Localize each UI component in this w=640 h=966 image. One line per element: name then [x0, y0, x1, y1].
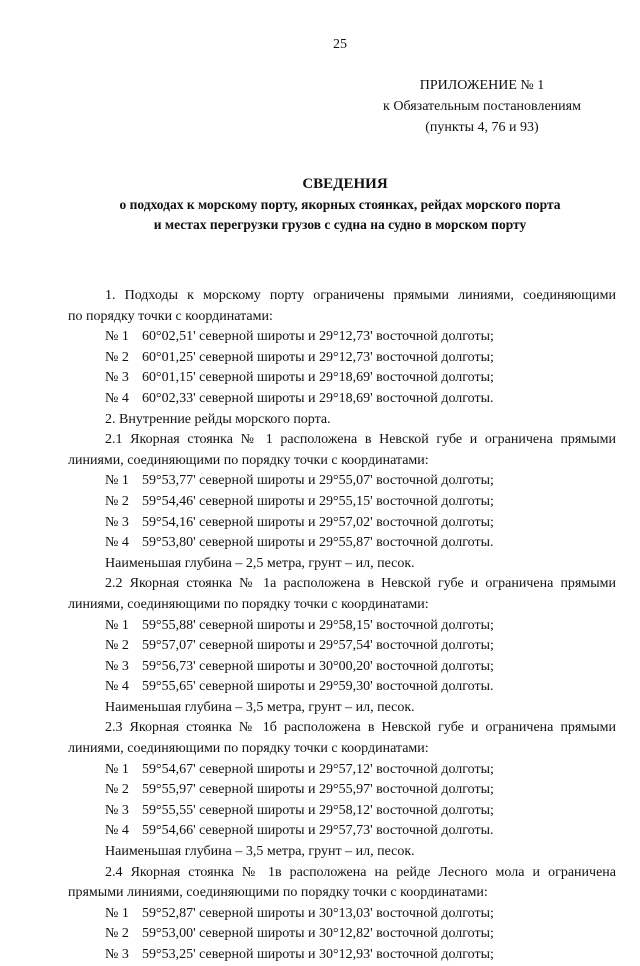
subtitle-line: о подходах к морскому порту, якорных стоянках, рейдах морского порта: [119, 197, 561, 212]
point-number: № 1: [105, 761, 129, 777]
coordinate-point: [68, 616, 616, 637]
appendix-title: ПРИЛОЖЕНИЕ № 1: [419, 78, 545, 93]
point-number: № 3: [105, 370, 129, 386]
appendix-reference: к Обязательным постановлениям: [383, 99, 581, 114]
coordinate-point: [68, 348, 616, 369]
point-coordinates: 59°54,67' северной широты и 29°57,12' восточной долготы;: [142, 761, 494, 777]
coordinate-point: [68, 492, 616, 513]
subtitle-line: и местах перегрузки грузов с судна на судно в морском порту: [153, 217, 527, 232]
paragraph-line: линиями, соединяющими по порядку точки с координатами:: [68, 741, 429, 757]
coordinate-point: [68, 533, 616, 554]
point-coordinates: 60°01,15' северной широты и 29°18,69' восточной долготы;: [142, 370, 494, 386]
point-number: № 2: [105, 926, 129, 942]
paragraph-line: по порядку точки с координатами:: [68, 308, 273, 324]
coordinate-point: [68, 904, 616, 925]
point-coordinates: 59°53,80' северной широты и 29°55,87' восточной долготы.: [142, 535, 494, 551]
point-coordinates: 59°55,97' северной широты и 29°55,97' восточной долготы;: [142, 782, 494, 798]
point-coordinates: 59°54,16' северной широты и 29°57,02' восточной долготы;: [142, 514, 494, 530]
point-coordinates: 59°55,55' северной широты и 29°58,12' восточной долготы;: [142, 802, 494, 818]
paragraph-line: линиями, соединяющими по порядку точки с координатами:: [68, 452, 429, 468]
point-coordinates: 59°54,66' северной широты и 29°57,73' восточной долготы.: [142, 823, 494, 839]
depth-note: Наименьшая глубина – 3,5 метра, грунт – ил, песок.: [105, 844, 415, 860]
coordinate-point: [68, 780, 616, 801]
coordinate-point: [68, 801, 616, 822]
document-subtitle: [55, 195, 625, 235]
paragraph-line: 2.2 Якорная стоянка № 1а расположена в Невской губе и ограничена прямыми: [105, 576, 616, 592]
depth-note: Наименьшая глубина – 3,5 метра, грунт – ил, песок.: [105, 699, 415, 715]
point-coordinates: 60°02,51' северной широты и 29°12,73' восточной долготы;: [142, 329, 494, 345]
coordinate-point: [68, 327, 616, 348]
coordinate-point: [68, 924, 616, 945]
document-title: СВЕДЕНИЯ: [302, 176, 388, 192]
coordinate-point: [68, 760, 616, 781]
point-number: № 3: [105, 947, 129, 962]
point-coordinates: 59°53,00' северной широты и 30°12,82' восточной долготы;: [142, 926, 494, 942]
paragraph-line: 1. Подходы к морскому порту ограничены прямыми линиями, соединяющими: [105, 288, 616, 303]
page-number: 25: [333, 37, 347, 52]
point-coordinates: 59°56,73' северной широты и 30°00,20' восточной долготы;: [142, 658, 494, 674]
section-heading: 2. Внутренние рейды морского порта.: [105, 411, 331, 427]
coordinate-point: [68, 945, 616, 966]
point-number: № 4: [105, 535, 129, 551]
appendix-header: [362, 75, 602, 138]
point-coordinates: 60°01,25' северной широты и 29°12,73' восточной долготы;: [142, 349, 494, 365]
coordinate-point: [68, 471, 616, 492]
coordinate-point: [68, 821, 616, 842]
point-coordinates: 60°02,33' северной широты и 29°18,69' восточной долготы.: [142, 390, 494, 406]
paragraph-line: 2.1 Якорная стоянка № 1 расположена в Невской губе и ограничена прямыми: [105, 432, 616, 448]
coordinate-point: [68, 677, 616, 698]
appendix-clauses: (пункты 4, 76 и 93): [425, 120, 539, 135]
point-number: № 4: [105, 390, 129, 406]
coordinate-point: [68, 513, 616, 534]
point-coordinates: 59°55,88' северной широты и 29°58,15' восточной долготы;: [142, 617, 494, 633]
paragraph-line: линиями, соединяющими по порядку точки с координатами:: [68, 596, 429, 612]
coordinate-point: [68, 636, 616, 657]
point-coordinates: 59°53,77' северной широты и 29°55,07' восточной долготы;: [142, 473, 494, 489]
point-number: № 3: [105, 802, 129, 818]
paragraph-line: 2.3 Якорная стоянка № 1б расположена в Невской губе и ограничена прямыми: [105, 720, 616, 736]
paragraph-line: 2.4 Якорная стоянка № 1в расположена на рейде Лесного мола и ограничена: [105, 864, 616, 880]
point-number: № 1: [105, 329, 129, 345]
paragraph-line: прямыми линиями, соединяющими по порядку точки с координатами:: [68, 885, 488, 901]
point-number: № 2: [105, 782, 129, 798]
point-coordinates: 59°55,65' северной широты и 29°59,30' восточной долготы.: [142, 679, 494, 695]
point-number: № 2: [105, 638, 129, 654]
document-body: [68, 286, 616, 966]
point-number: № 3: [105, 658, 129, 674]
coordinate-point: [68, 657, 616, 678]
point-number: № 4: [105, 823, 129, 839]
point-number: № 1: [105, 905, 129, 921]
point-coordinates: 59°54,46' северной широты и 29°55,15' восточной долготы;: [142, 493, 494, 509]
point-coordinates: 59°53,25' северной широты и 30°12,93' восточной долготы;: [142, 947, 494, 962]
depth-note: Наименьшая глубина – 2,5 метра, грунт – ил, песок.: [105, 555, 415, 571]
point-coordinates: 59°52,87' северной широты и 30°13,03' восточной долготы;: [142, 905, 494, 921]
point-number: № 4: [105, 679, 129, 695]
point-number: № 1: [105, 617, 129, 633]
point-number: № 2: [105, 493, 129, 509]
point-coordinates: 59°57,07' северной широты и 29°57,54' восточной долготы;: [142, 638, 494, 654]
coordinate-point: [68, 389, 616, 410]
point-number: № 1: [105, 473, 129, 489]
coordinate-point: [68, 368, 616, 389]
point-number: № 3: [105, 514, 129, 530]
point-number: № 2: [105, 349, 129, 365]
